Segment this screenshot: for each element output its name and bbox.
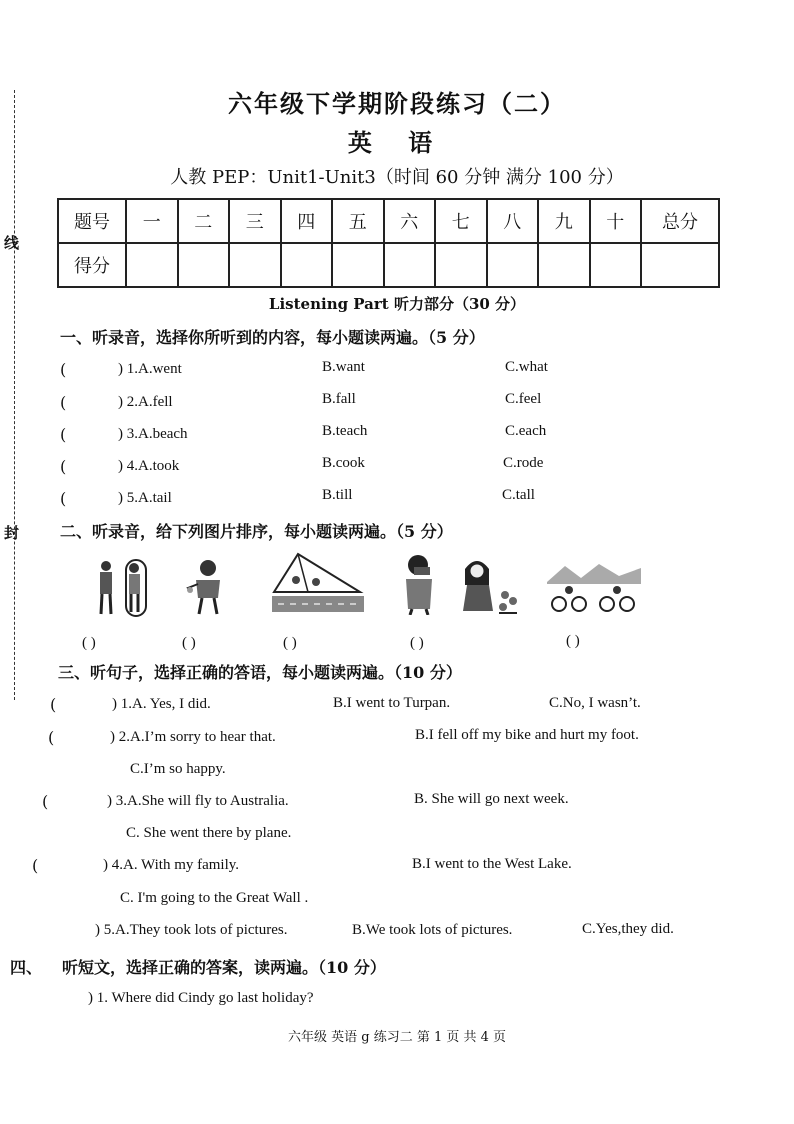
s3-q4-option-a: ) 4.A. With my family. — [103, 857, 240, 873]
score-cell — [229, 243, 281, 287]
s3-q2-option-a: ) 2.A.I’m sorry to hear that. — [110, 729, 276, 745]
column-header: 九 — [538, 199, 590, 243]
s1-q5-option-c: C.tall — [502, 487, 535, 503]
s1-q2-option-c: C.feel — [505, 391, 542, 407]
s3-q1-option-c: C.No, I wasn’t. — [549, 695, 641, 711]
s3-q2-option-b: B.I fell off my bike and hurt my foot. — [415, 727, 639, 743]
s1-q1-option-a: ) 1.A.went — [118, 361, 182, 377]
score-cell-total — [641, 243, 719, 287]
s1-q3-option-b: B.teach — [322, 423, 368, 439]
score-cell — [281, 243, 333, 287]
margin-char-top: 线 — [4, 234, 20, 252]
margin-char-bottom: 封 — [4, 524, 20, 542]
s3-q4-option-c: C. I'm going to the Great Wall . — [120, 890, 309, 906]
section4-number: 四、 — [10, 958, 43, 977]
s1-q4-option-b: B.cook — [322, 455, 365, 471]
column-header: 十 — [590, 199, 642, 243]
s3-q2-option-c: C.I’m so happy. — [130, 761, 226, 777]
row-label-score: 得分 — [58, 243, 126, 287]
s3-q1-option-a: ) 1.A. Yes, I did. — [112, 696, 211, 712]
score-cell — [590, 243, 642, 287]
answer-paren: ( — [50, 695, 57, 714]
picture-camping — [268, 548, 366, 614]
s3-q5-option-c: C.Yes,they did. — [582, 921, 674, 937]
s1-q2-option-b: B.fall — [322, 391, 356, 407]
section2-title: 二、听录音，给下列图片排序，每小题读两遍。（5 分） — [60, 522, 453, 541]
column-header: 六 — [384, 199, 436, 243]
picture-answer-blank-5[interactable]: ( ) — [566, 633, 580, 649]
answer-paren: ( — [60, 393, 67, 412]
picture-boy-eating — [184, 558, 232, 618]
s1-q2-option-a: ) 2.A.fell — [118, 394, 173, 410]
picture-girl-flowers — [459, 555, 521, 617]
page-title: 六年级下学期阶段练习（二） — [228, 89, 566, 118]
s1-q1-option-c: C.what — [505, 359, 548, 375]
answer-paren: ( — [60, 457, 67, 476]
s3-q3-option-a: ) 3.A.She will fly to Australia. — [107, 793, 289, 809]
column-header: 五 — [332, 199, 384, 243]
section3-title: 三、听句子，选择正确的答语，每小题读两遍。（10 分） — [58, 663, 462, 682]
picture-kids-measuring — [90, 556, 150, 620]
page-footer: 六年级 英语 g 练习二 第 1 页 共 4 页 — [287, 1030, 507, 1045]
subject-title: 英 语 — [347, 128, 447, 157]
s3-q3-option-b: B. She will go next week. — [414, 791, 569, 807]
s1-q5-option-a: ) 5.A.tail — [118, 490, 172, 506]
answer-paren: ( — [48, 728, 55, 747]
s1-q3-option-c: C.each — [505, 423, 547, 439]
s1-q3-option-a: ) 3.A.beach — [118, 426, 188, 442]
score-cell — [332, 243, 384, 287]
column-header: 二 — [178, 199, 230, 243]
section1-title: 一、听录音，选择你所听到的内容，每小题读两遍。（5 分） — [60, 328, 485, 347]
picture-answer-blank-4[interactable]: ( ) — [410, 635, 424, 651]
s3-q4-option-b: B.I went to the West Lake. — [412, 856, 572, 872]
column-header: 四 — [281, 199, 333, 243]
listening-part-title: Listening Part 听力部分（30 分） — [268, 295, 526, 313]
answer-paren: ( — [42, 792, 49, 811]
score-cell — [178, 243, 230, 287]
exam-subtitle: 人教 PEP：Unit1-Unit3（时间 60 分钟 满分 100 分） — [170, 167, 624, 188]
answer-paren: ( — [60, 425, 67, 444]
score-cell — [126, 243, 178, 287]
answer-paren: ( — [32, 856, 39, 875]
score-cell — [487, 243, 539, 287]
column-header: 三 — [229, 199, 281, 243]
score-cell — [435, 243, 487, 287]
picture-answer-blank-3[interactable]: ( ) — [283, 635, 297, 651]
s1-q5-option-b: B.till — [322, 487, 353, 503]
picture-answer-blank-1[interactable]: ( ) — [82, 635, 96, 651]
score-cell — [538, 243, 590, 287]
column-header: 一 — [126, 199, 178, 243]
answer-paren: ( — [60, 360, 67, 379]
s1-q4-option-a: ) 4.A.took — [118, 458, 180, 474]
section4-title: 听短文，选择正确的答案，读两遍。（10 分） — [62, 958, 386, 977]
score-table — [57, 198, 720, 288]
score-table-header-row — [58, 199, 719, 243]
picture-riding-bikes — [545, 558, 643, 616]
s3-q5-option-b: B.We took lots of pictures. — [352, 922, 513, 938]
s3-q5-option-a: ) 5.A.They took lots of pictures. — [95, 922, 288, 938]
answer-paren: ( — [60, 489, 67, 508]
column-header: 七 — [435, 199, 487, 243]
score-table-score-row — [58, 243, 719, 287]
picture-answer-blank-2[interactable]: ( ) — [182, 635, 196, 651]
row-label-question: 题号 — [58, 199, 126, 243]
column-header-total: 总分 — [641, 199, 719, 243]
s1-q4-option-c: C.rode — [503, 455, 544, 471]
s3-q3-option-c: C. She went there by plane. — [126, 825, 292, 841]
s4-q1-question: ) 1. Where did Cindy go last holiday? — [88, 990, 314, 1006]
column-header: 八 — [487, 199, 539, 243]
score-cell — [384, 243, 436, 287]
s3-q1-option-b: B.I went to Turpan. — [333, 695, 451, 711]
s1-q1-option-b: B.want — [322, 359, 365, 375]
picture-boy-camera — [398, 553, 440, 615]
